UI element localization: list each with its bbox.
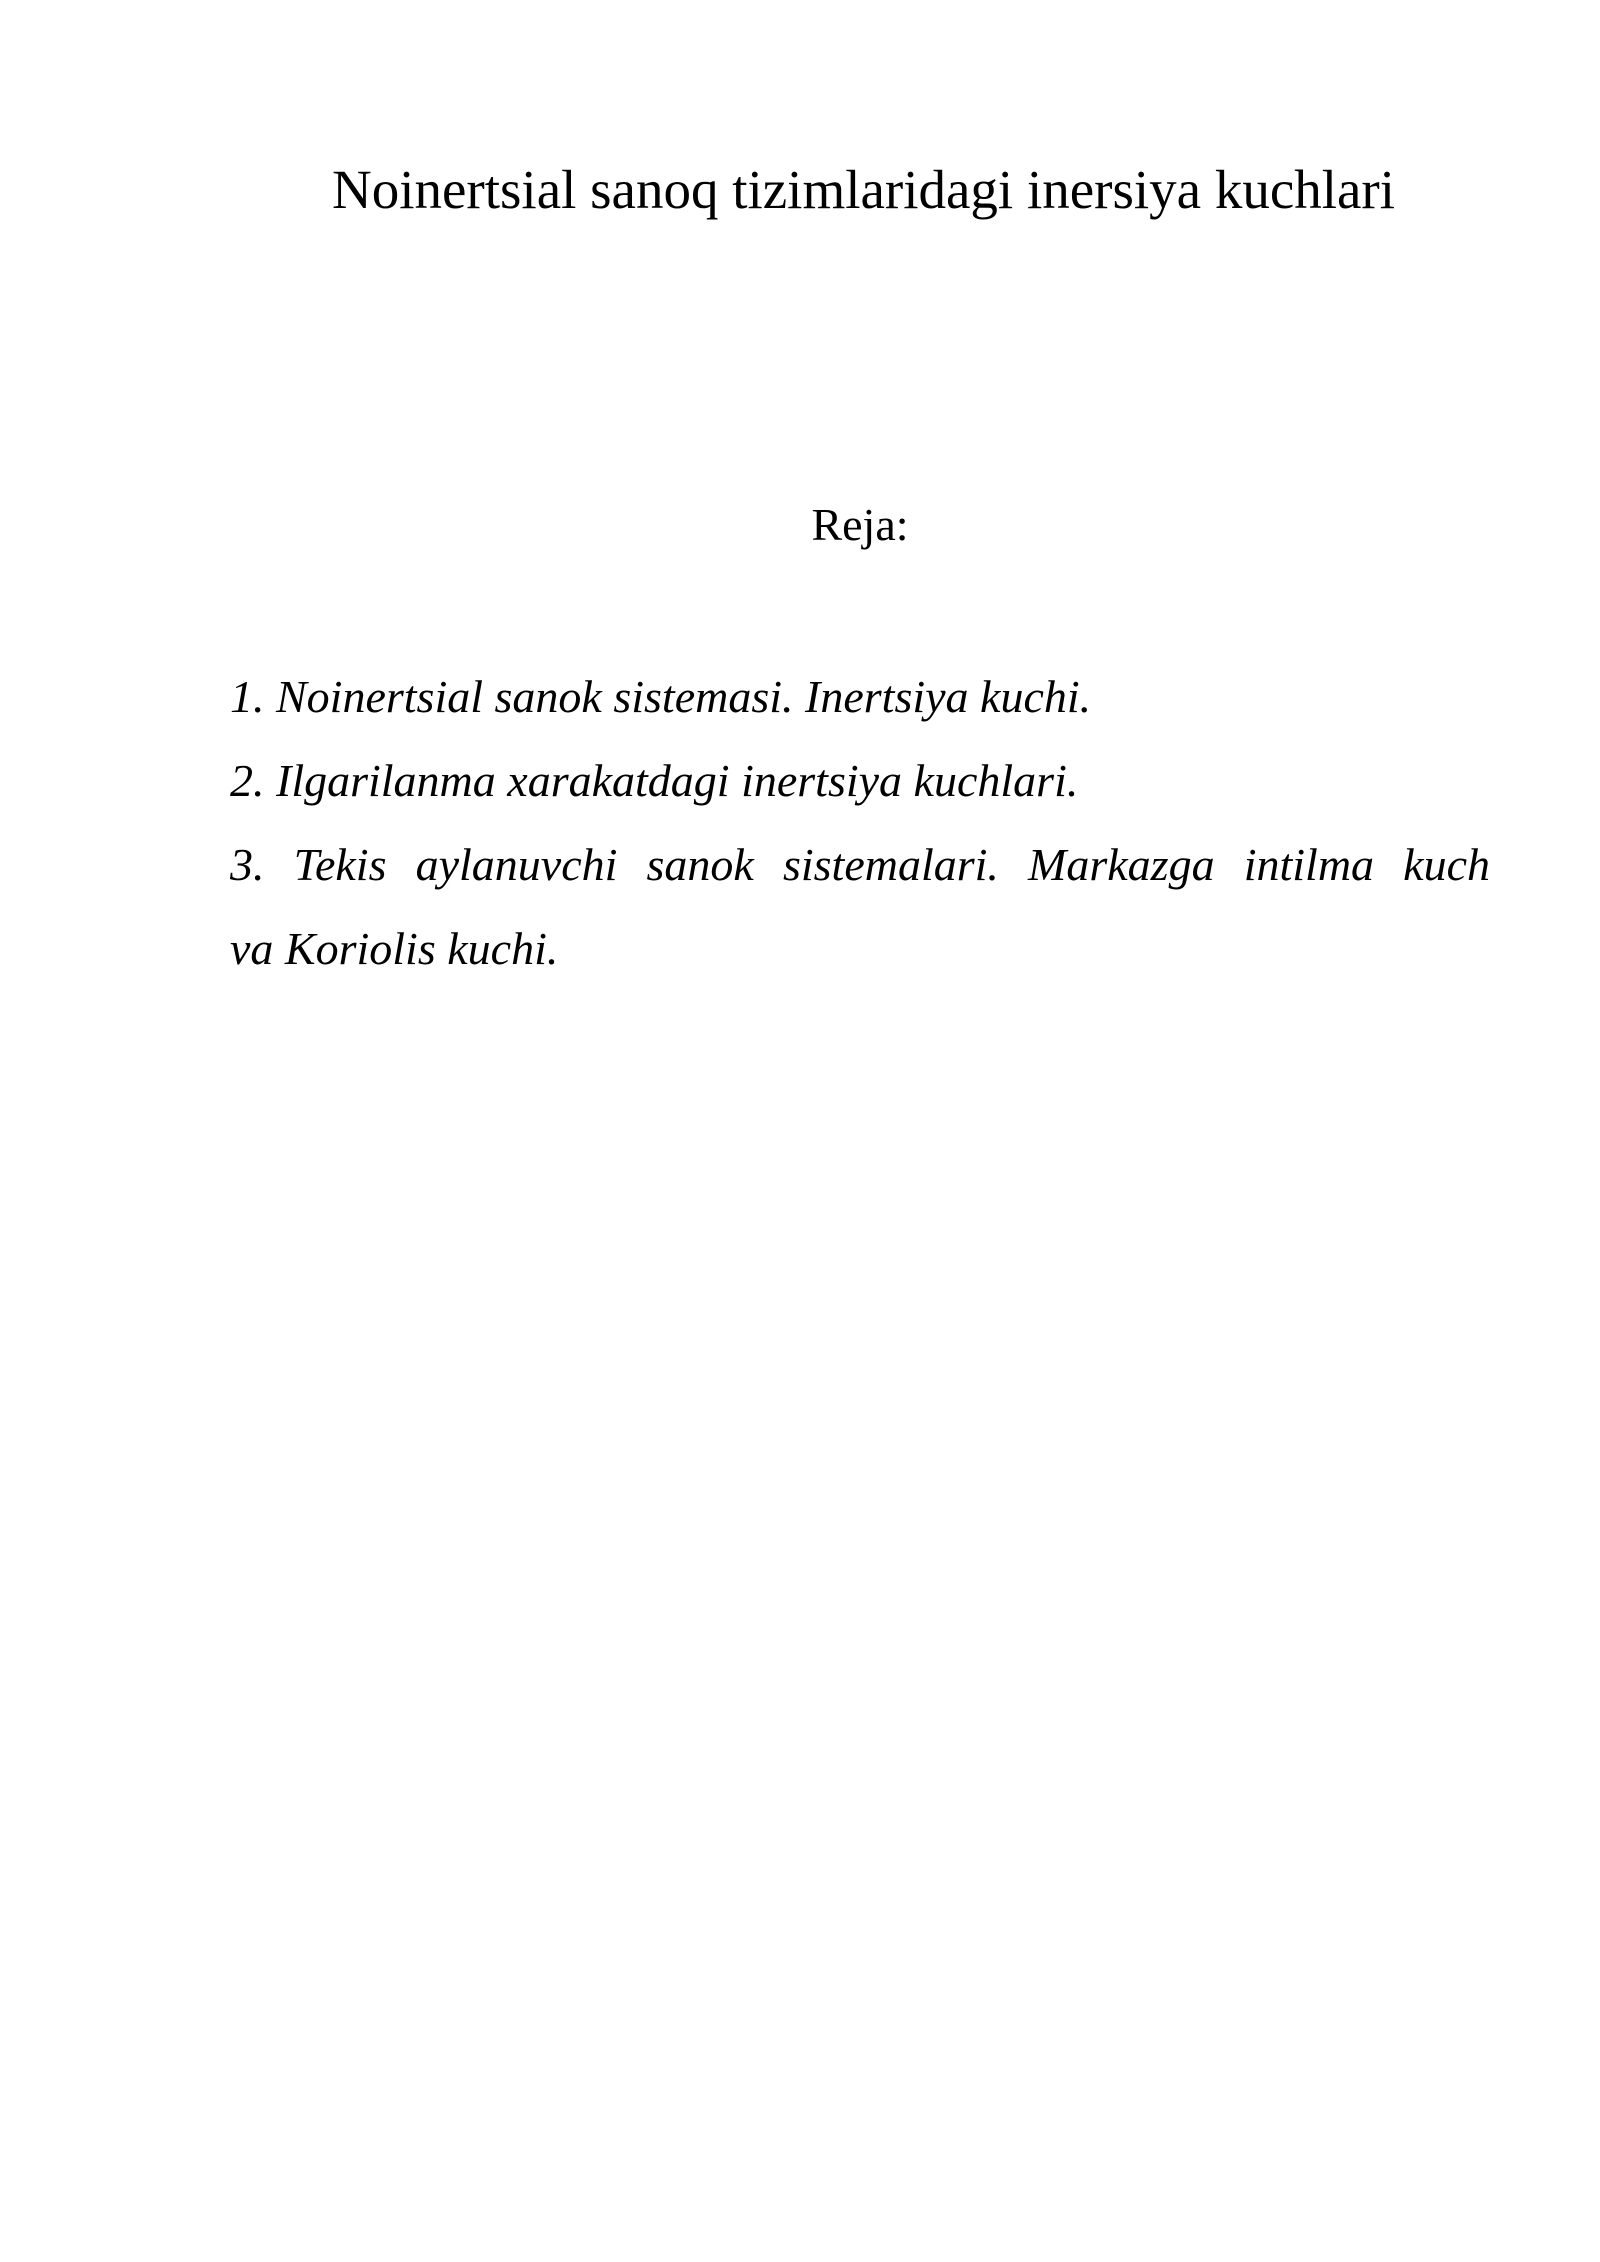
plan-heading: Reja: — [811, 499, 909, 550]
plan-item-1: 1. Noinertsial sanok sistemasi. Inertsiya kuchi. — [230, 671, 1092, 722]
page-title: Noinertsial sanoq tizimlaridagi inersiya kuchlari — [332, 159, 1396, 220]
plan-item-2: 2. Ilgarilanma xarakatdagi inertsiya kuchlari. — [230, 755, 1079, 806]
plan-item-3 — [230, 823, 1490, 991]
plan-item-3-line-1: 3. Tekis aylanuvchi sanok sistemalari. Markazga intilma kuch — [230, 839, 1490, 890]
plan-item-3-line-2: va Koriolis kuchi. — [230, 923, 559, 974]
plan-list — [230, 655, 1490, 991]
